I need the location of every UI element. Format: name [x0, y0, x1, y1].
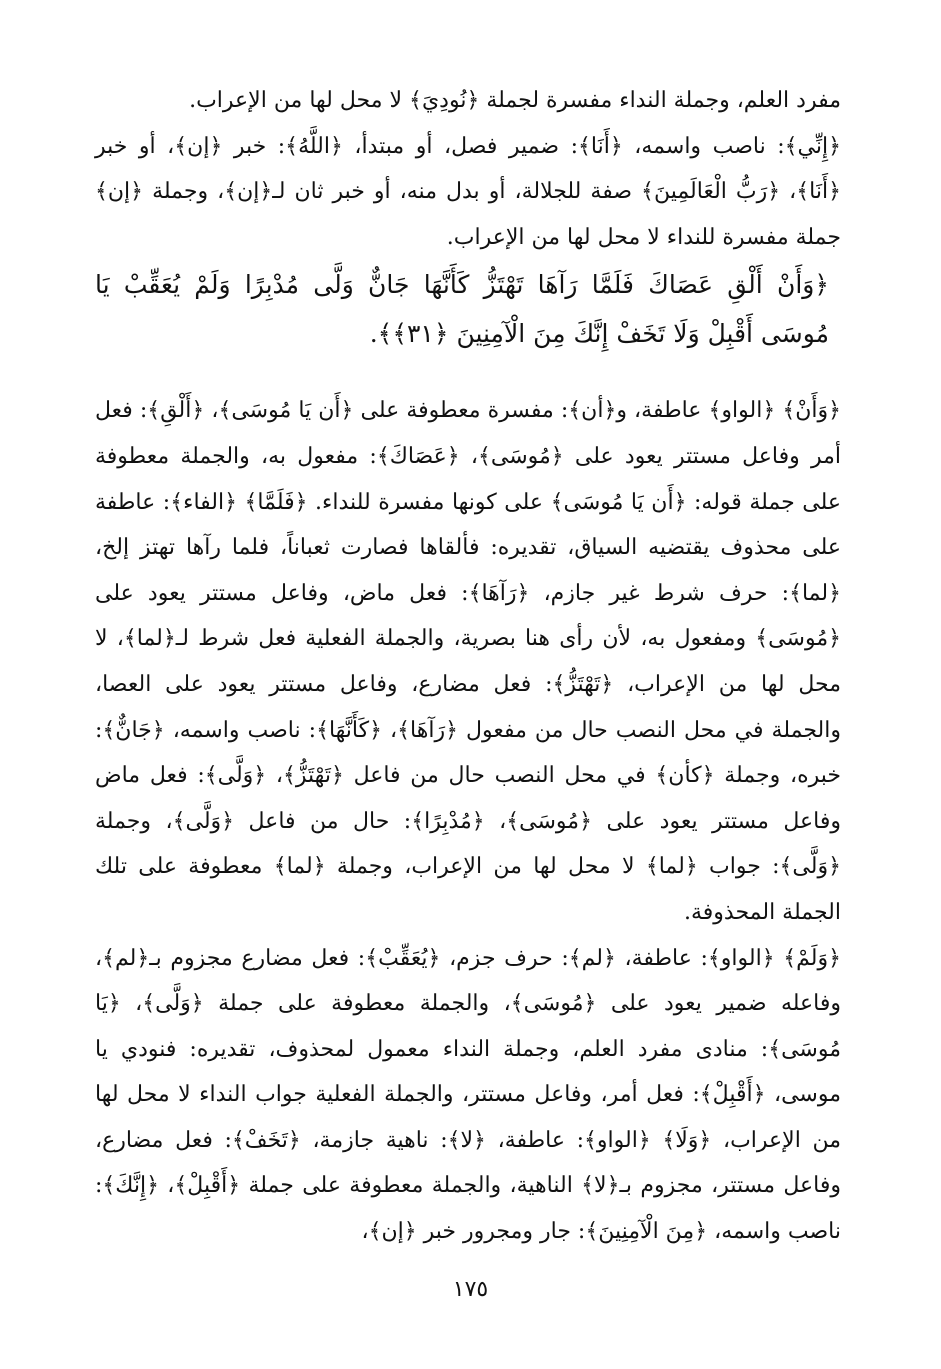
paragraph-inni-analysis: ﴿إِنِّي﴾: ناصب واسمه، ﴿أَنَا﴾: ضمير فصل، أو مبتدأ، ﴿اللَّهُ﴾: خبر ﴿إن﴾، أو خبر ﴿أَنَا﴾، ﴿رَبُّ الْعَالَمِينَ﴾ صفة للجلالة، أو بدل منه، أو خبر ثان لـ﴿إن﴾، وجملة ﴿إن﴾ جملة مفسرة للنداء لا محل لها من الإعراب. — [95, 133, 841, 250]
page-text — [95, 78, 841, 1255]
paragraph-intro: مفرد العلم، وجملة النداء مفسرة لجملة ﴿نُودِيَ﴾ لا محل لها من الإعراب. — [189, 88, 841, 113]
paragraph-verse-analysis: ﴿وَأَنْ﴾ ﴿الواو﴾ عاطفة، و﴿أن﴾: مفسرة معطوفة على ﴿أَن يَا مُوسَى﴾، ﴿أَلْقِ﴾: فعل أمر وفاعل مستتر يعود على ﴿مُوسَى﴾، ﴿عَصَاكَ﴾: مفعول به، والجملة معطوفة على جملة قوله: ﴿أَن يَا مُوسَى﴾ على كونها مفسرة للنداء. ﴿فَلَمَّا﴾ ﴿الفاء﴾: عاطفة على محذوف يقتضيه السياق، تقديره: فألقاها فصارت ثعباناً، فلما رآها تهتز إلخ، ﴿لما﴾: حرف شرط غير جازم، ﴿رَآهَا﴾: فعل ماض، وفاعل مستتر يعود على ﴿مُوسَى﴾ ومفعول به، لأن رأى هنا بصرية، والجملة الفعلية فعل شرط لـ﴿لما﴾، لا محل لها من الإعراب، ﴿تَهْتَزُّ﴾: فعل مضارع، وفاعل مستتر يعود على العصا، والجملة في محل النصب حال من مفعول ﴿رَآهَا﴾، ﴿كَأَنَّهَا﴾: ناصب واسمه، ﴿جَانٌّ﴾: خبره، وجملة ﴿كأن﴾ في محل النصب حال من فاعل ﴿تَهْتَزُّ﴾، ﴿وَلَّى﴾: فعل ماض وفاعل مستتر يعود على ﴿مُوسَى﴾، ﴿مُدْبِرًا﴾: حال من فاعل ﴿وَلَّى﴾، وجملة ﴿وَلَّى﴾: جواب ﴿لما﴾ لا محل لها من الإعراب، وجملة ﴿لما﴾ معطوفة على تلك الجملة المحذوفة. — [95, 398, 841, 925]
page-number: ١٧٥ — [452, 1277, 489, 1302]
quran-verse: ﴿وَأَنْ أَلْقِ عَصَاكَ فَلَمَّا رَآهَا تَهْتَزُّ كَأَنَّهَا جَانٌّ وَلَّى مُدْبِرًا وَلَمْ يُعَقِّبْ يَا مُوسَى أَقْبِلْ وَلَا تَخَفْ إِنَّكَ مِنَ الْآمِنِينَ ﴿٣١﴾﴾. — [95, 270, 829, 349]
paragraph-continuation: ﴿وَلَمْ﴾ ﴿الواو﴾: عاطفة، ﴿لم﴾: حرف جزم، ﴿يُعَقِّبْ﴾: فعل مضارع مجزوم بـ﴿لم﴾، وفاعله ضمير يعود على ﴿مُوسَى﴾، والجملة معطوفة على جملة ﴿وَلَّى﴾، ﴿يَا مُوسَى﴾: منادى مفرد العلم، وجملة النداء معمول لمحذوف، تقديره: فنودي يا موسى، ﴿أَقْبِلْ﴾: فعل أمر، وفاعل مستتر، والجملة الفعلية جواب النداء لا محل لها من الإعراب، ﴿وَلَا﴾ ﴿الواو﴾: عاطفة، ﴿لا﴾: ناهية جازمة، ﴿تَخَفْ﴾: فعل مضارع، وفاعل مستتر، مجزوم بـ﴿لا﴾ الناهية، والجملة معطوفة على جملة ﴿أَقْبِلْ﴾، ﴿إِنَّكَ﴾: ناصب واسمه، ﴿مِنَ الْآمِنِينَ﴾: جار ومجرور خبر ﴿إن﴾، — [95, 945, 841, 1245]
